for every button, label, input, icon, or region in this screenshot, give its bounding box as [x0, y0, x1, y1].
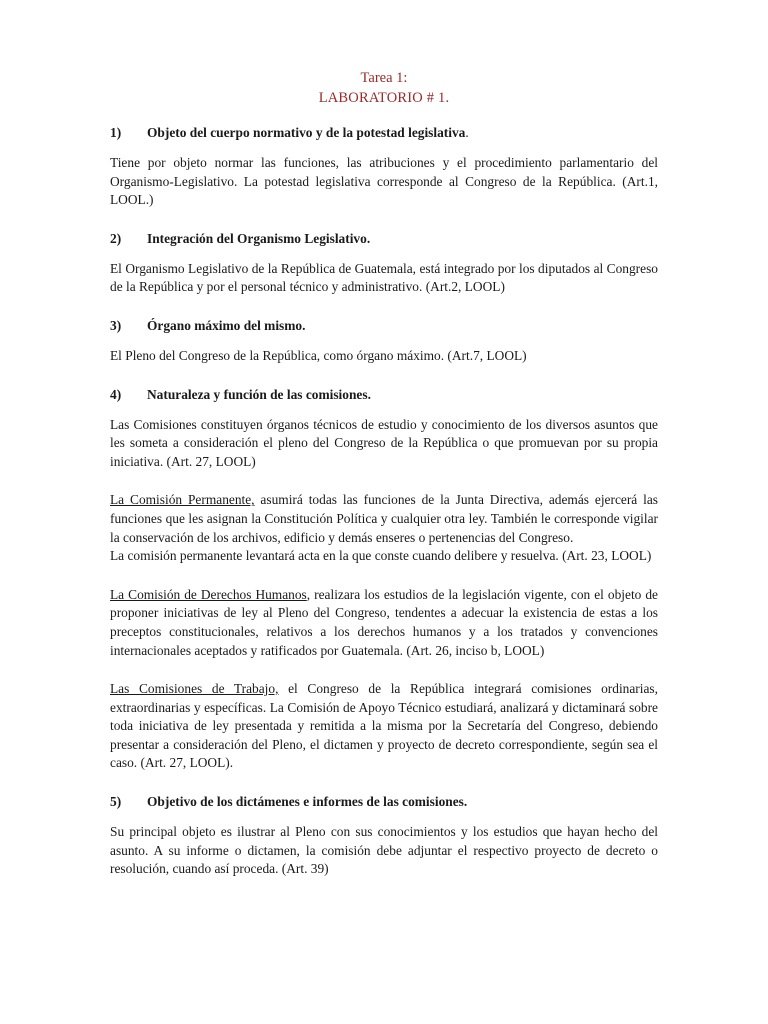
lab-title: LABORATORIO # 1.: [318, 90, 450, 106]
comisiones-trabajo-lead: Las Comisiones de Trabajo,: [110, 681, 279, 697]
section-number: 2): [110, 230, 122, 246]
section-body-1: Tiene por objeto normar las funciones, las atribuciones y el procedimiento parlamentario del Organismo-Legislativo. La potestad legislativa corresponde al Congreso de la República. (Art.1, LOOL.): [110, 155, 658, 208]
section-number: 5): [110, 794, 122, 810]
section-heading-text: Integración del Organismo Legislativo.: [147, 230, 371, 246]
section-heading-2: [110, 230, 658, 248]
section-body-2: El Organismo Legislativo de la República de Guatemala, está integrado por los diputados al Congreso de la República y por el personal técnico y administrativo. (Art.2, LOOL): [110, 260, 658, 295]
section-number: 4): [110, 386, 122, 402]
section-heading-text: Naturaleza y función de las comisiones.: [147, 386, 371, 402]
comision-ddhh-paragraph: La Comisión de Derechos Humanos, realizara los estudios de la legislación vigente, con el objeto de proponer iniciativas de ley al Pleno del Congreso, tendentes a adecuar la existencia de estas a los preceptos constitucionales, relativos a los derechos humanos y a los tratados y convenciones internacionales aceptados y ratificados por Guatemala. (Art. 26, inciso b, LOOL): [110, 586, 659, 658]
section-body-5: Su principal objeto es ilustrar al Pleno con sus conocimientos y los estudios que hayan hecho del asunto. A su informe o dictamen, la comisión debe adjuntar el respectivo proyecto de decreto o resolución, cuando así proceda. (Art. 39): [110, 824, 658, 877]
section-body-4: Las Comisiones constituyen órganos técnicos de estudio y conocimiento de los diversos asuntos que les someta a consideración el pleno del Congreso de la República o que promuevan por su propia iniciativa. (Art. 27, LOOL): [110, 416, 658, 469]
comision-ddhh-lead: La Comisión de Derechos Humanos: [110, 586, 307, 602]
section-body-3: El Pleno del Congreso de la República, como órgano máximo. (Art.7, LOOL): [110, 347, 527, 363]
section-heading-text: Objetivo de los dictámenes e informes de las comisiones.: [147, 794, 468, 810]
section-number: 1): [110, 125, 122, 140]
section-heading-4: [110, 386, 658, 404]
comisiones-trabajo-paragraph: Las Comisiones de Trabajo, el Congreso de la República integrará comisiones ordinarias, extraordinarias y específicas. La Comisión de Apoyo Técnico estudiará, analizará y dictaminará sobre toda iniciativa de ley presentada y remitida a la misma por la Secretaría del Congreso, debiendo presentar a consideración del Pleno, el dictamen y proyecto de decreto correspondiente, según sea el caso. (Art. 27, LOOL).: [110, 681, 658, 771]
section-heading-1: [110, 124, 658, 142]
comision-permanente-lead: La Comisión Permanente,: [110, 492, 255, 508]
section-heading-3: [110, 317, 658, 335]
comision-permanente-paragraph-2: La comisión permanente levantará acta en la que conste cuando delibere y resuelva. (Art. 23, LOOL): [110, 548, 652, 564]
section-heading-text: Órgano máximo del mismo.: [147, 317, 306, 333]
document-title: [110, 68, 658, 108]
comision-permanente-paragraph: La Comisión Permanente, asumirá todas las funciones de la Junta Directiva, además ejercerá las funciones que les asignan la Constitución Política y cualquier otra ley. También le corresponde vigilar la conservación de los archivos, edificio y demás enseres o pertenencias del Congreso.: [110, 492, 658, 545]
section-number: 3): [110, 317, 122, 333]
section-heading-text: Objeto del cuerpo normativo y de la potestad legislativa.: [147, 125, 469, 140]
task-label: Tarea 1:: [360, 70, 408, 86]
section-heading-5: [110, 793, 658, 811]
